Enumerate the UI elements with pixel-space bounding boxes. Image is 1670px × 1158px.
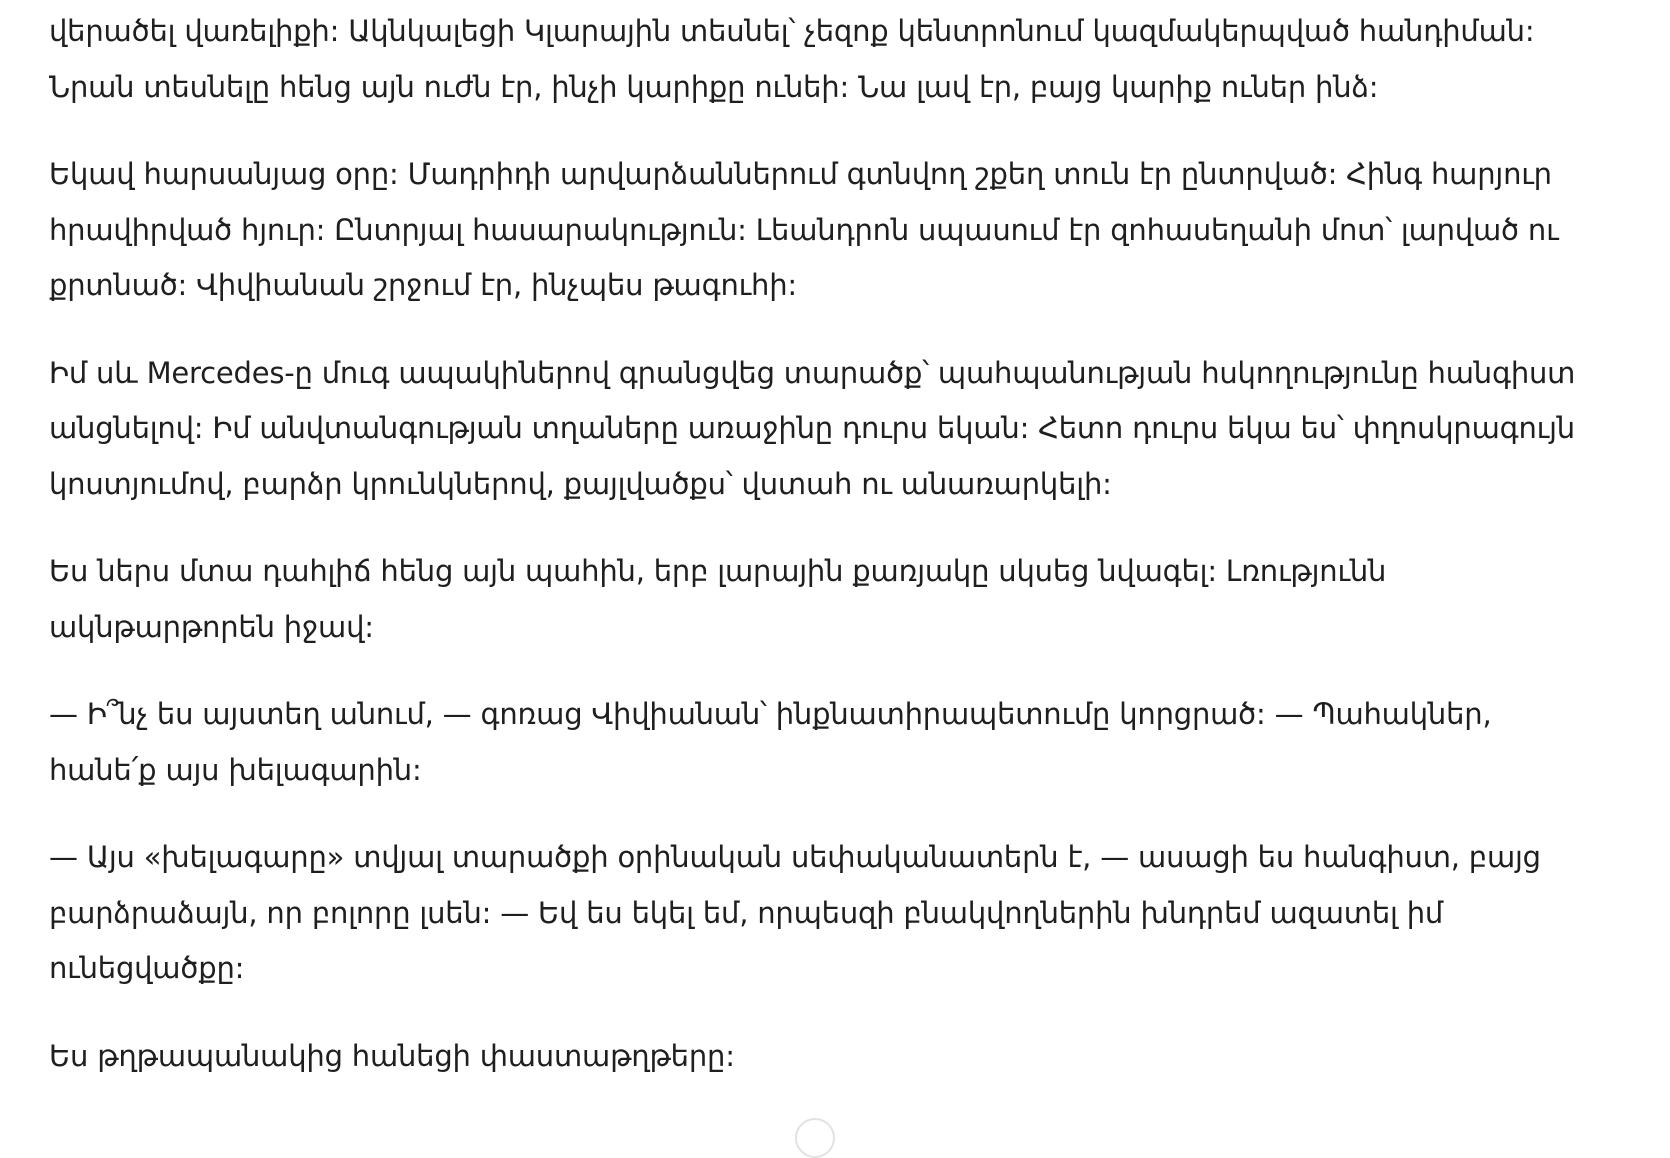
paragraph: Եկավ հարսանյաց օրը: Մադրիդի արվարձաններում գտնվող շքեղ տուն էր ընտրված: Հինգ հարյուր հրավիրված հյուր: Ընտրյալ հասարակություն: Լեանդրոն սպասում էր զոհասեղանի մոտ՝ լարված ու քրտնած: Վիվիանան շրջում էր, ինչպես թագուհի: — [49, 157, 1559, 302]
scroll-down-button[interactable] — [795, 1118, 835, 1158]
paragraph: Ես ներս մտա դահլիճ հենց այն պահին, երբ լարային քառյակը սկսեց նվագել: Լռությունն ակնթարթորեն իջավ: — [49, 554, 1387, 644]
paragraph: — Ի՞նչ ես այստեղ անում, — գոռաց Վիվիանան՝ ինքնատիրապետումը կորցրած: — Պահակներ, հանե՛ք այս խելագարին: — [49, 697, 1492, 787]
paragraph: Իմ սև Mercedes-ը մուգ ապակիներով գրանցվեց տարածք՝ պահպանության հսկողությունը հանգիստ անցնելով: Իմ անվտանգության տղաները առաջինը դուրս եկան: Հետո դուրս եկա ես՝ փղոսկրագույն կոստյումով, բարձր կրունկներով, քայլվածքս՝ վստահ ու անառարկելի: — [49, 355, 1576, 501]
paragraph: — Այս «խելագարը» տվյալ տարածքի օրինական սեփականատերն է, — ասացի ես հանգիստ, բայց բարձրաձայն, որ բոլորը լսեն: — Եվ ես եկել եմ, որպեսզի բնակվողներին խնդրեմ ազատել իմ ունեցվածքը: — [49, 840, 1541, 985]
document-body — [49, 4, 1589, 1084]
paragraph: Ես թղթապանակից հանեցի փաստաթղթերը: — [49, 1038, 735, 1073]
paragraph: վերածել վառելիքի: Ակնկալեցի Կլարային տեսնել՝ չեզոք կենտրոնում կազմակերպված հանդիման: Նրան տեսնելը հենց այն ուժն էր, ինչի կարիքը ունեի: Նա լավ էր, բայց կարիք ուներ ինձ: — [49, 14, 1535, 104]
